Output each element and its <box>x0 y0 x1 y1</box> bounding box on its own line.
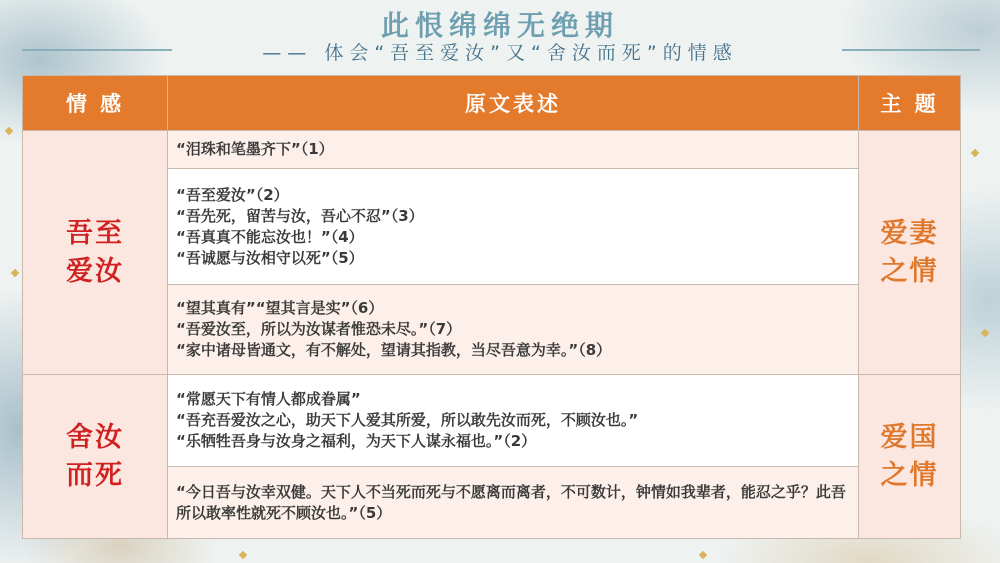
theme-cell <box>859 131 961 375</box>
theme-line: 爱国 <box>880 421 939 453</box>
header-original-text: 原文表述 <box>168 76 859 131</box>
page-title: 此恨绵绵无绝期 <box>380 9 619 42</box>
page-subtitle: —— 体会“吾至爱汝”又“舍汝而死”的情感 <box>262 42 738 64</box>
theme-line: 之情 <box>880 459 939 491</box>
quote-line: “吾至爱汝”（2） <box>176 185 289 204</box>
emotion-cell <box>23 131 168 375</box>
quote-cell <box>168 375 859 467</box>
theme-line: 之情 <box>880 255 939 287</box>
quote-line: “吾充吾爱汝之心，助天下人爱其所爱，所以敢先汝而死，不顾汝也。” <box>176 411 639 429</box>
emotion-line: 吾至 <box>66 217 124 249</box>
emotion-line: 舍汝 <box>66 421 124 453</box>
header-emotion: 情 感 <box>23 76 168 131</box>
quote-line: “吾爱汝至，所以为汝谋者惟恐未尽。”（7） <box>176 320 462 338</box>
quote-cell <box>168 169 859 285</box>
theme-line: 爱妻 <box>880 217 939 249</box>
table-row <box>23 375 961 467</box>
quote-line: “今日吾与汝幸双健。天下人不当死而死与不愿离而离者，不可数计，钟情如我辈者，能忍之乎？此吾所以敢率性就死不顾汝也。”（5） <box>176 482 846 522</box>
quote-cell <box>168 467 859 539</box>
quote-line: “常愿天下有情人都成眷属” <box>176 390 361 408</box>
quote-line: “乐牺牲吾身与汝身之福利，为天下人谋永福也。”（2） <box>176 432 537 450</box>
quote-line: “吾诚愿与汝相守以死”（5） <box>176 248 364 267</box>
table-row <box>23 131 961 169</box>
table-header-row <box>23 76 961 131</box>
quote-cell <box>168 285 859 375</box>
emotion-cell <box>23 375 168 539</box>
quote-line: “吾先死，留苦与汝，吾心不忍”（3） <box>176 206 424 225</box>
quote-line: “吾真真不能忘汝也！”（4） <box>176 227 364 246</box>
emotion-line: 而死 <box>66 459 124 491</box>
header-theme: 主 题 <box>859 76 961 131</box>
quote-line: “泪珠和笔墨齐下”（1） <box>176 140 334 158</box>
quote-line: “家中诸母皆通文，有不解处，望请其指教，当尽吾意为幸。”（8） <box>176 341 612 359</box>
emotion-line: 爱汝 <box>66 255 124 287</box>
quote-line: “望其真有”“望其言是实”（6） <box>176 299 384 317</box>
emotion-table <box>22 75 961 539</box>
theme-cell <box>859 375 961 539</box>
quote-cell <box>168 131 859 169</box>
